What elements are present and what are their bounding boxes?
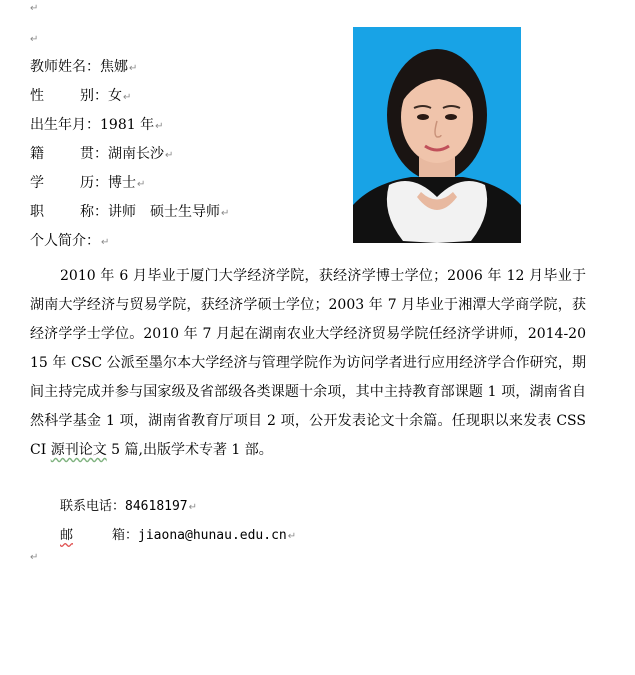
title-label-2: 称 <box>80 204 94 220</box>
origin-label: 籍 <box>30 146 44 162</box>
origin-separator: ： <box>94 146 108 162</box>
phone-row <box>60 498 197 517</box>
paragraph-mark: ↵ <box>221 208 230 219</box>
paragraph-mark: ↵ <box>123 92 132 103</box>
gender-label-2: 别 <box>80 88 94 104</box>
biography-text-flagged: 源刊论文 <box>50 442 107 458</box>
email-separator: ： <box>125 528 139 543</box>
paragraph-mark: ↵ <box>30 34 39 45</box>
phone-label: 联系电话： <box>60 499 126 514</box>
email-label-2: 箱 <box>112 528 126 543</box>
name-label: 教师姓名： <box>30 59 100 75</box>
portrait-illustration <box>353 27 521 243</box>
paragraph-mark: ↵ <box>137 179 146 190</box>
title-row <box>30 203 229 223</box>
origin-label-2: 贯 <box>80 146 94 162</box>
intro-row <box>30 232 109 252</box>
paragraph-mark: ↵ <box>155 121 164 132</box>
right-eye <box>445 114 457 120</box>
name-row <box>30 58 137 78</box>
paragraph-mark: ↵ <box>30 3 39 14</box>
title-value: 讲师 硕士生导师 <box>108 204 220 220</box>
name-value: 焦娜 <box>100 59 128 75</box>
intro-label: 个人简介： <box>30 233 100 249</box>
birth-value: 1981 年 <box>100 117 155 133</box>
gender-separator: ： <box>94 88 108 104</box>
origin-value: 湖南长沙 <box>108 146 164 162</box>
paragraph-mark: ↵ <box>101 237 110 248</box>
title-separator: ： <box>94 204 108 220</box>
education-label: 学 <box>30 175 44 191</box>
origin-row <box>30 145 173 165</box>
education-value: 博士 <box>108 175 136 191</box>
left-eye <box>417 114 429 120</box>
paragraph-mark: ↵ <box>188 502 198 513</box>
gender-row <box>30 87 131 107</box>
education-label-2: 历 <box>80 175 94 191</box>
paragraph-mark: ↵ <box>165 150 174 161</box>
email-row <box>60 527 296 546</box>
title-label: 职 <box>30 204 44 220</box>
paragraph-mark: ↵ <box>30 552 39 563</box>
paragraph-mark: ↵ <box>129 63 138 74</box>
education-row <box>30 174 145 194</box>
email-label: 邮 <box>60 528 74 543</box>
paragraph-mark: ↵ <box>287 531 297 542</box>
gender-value: 女 <box>108 88 122 104</box>
biography-text-part-2: 5 篇,出版学术专著 1 部。 <box>106 442 273 458</box>
education-separator: ： <box>94 175 108 191</box>
biography-paragraph <box>30 262 586 465</box>
biography-text-part-1: 2010 年 6 月毕业于厦门大学经济学院，获经济学博士学位；2006 年 12 月毕业于湖南大学经济与贸易学院，获经济学硕士学位；2003 年 7 月毕业于湘潭大学商学院，获经济学学士学位。2010 年 7 月起在湖南农业大学经济贸易学院任经济学讲师，2014-2015 年 CSC 公派至墨尔本大学经济与管理学院作为访问学者进行应用经济学合作研究，期间主持完成并参与国家级及省部级各类课题十余项，其中主持教育部课题 1 项，湖南省自然科学基金 1 项，湖南省教育厅项目 2 项，公开发表论文十余篇。任现职以来发表 CSSCI <box>30 268 586 458</box>
email-value: jiaona@hunau.edu.cn <box>138 528 287 543</box>
gender-label: 性 <box>30 88 44 104</box>
phone-value: 84618197 <box>125 499 188 514</box>
portrait-photo <box>353 27 521 243</box>
birth-label: 出生年月： <box>30 117 100 133</box>
birth-row <box>30 116 163 136</box>
